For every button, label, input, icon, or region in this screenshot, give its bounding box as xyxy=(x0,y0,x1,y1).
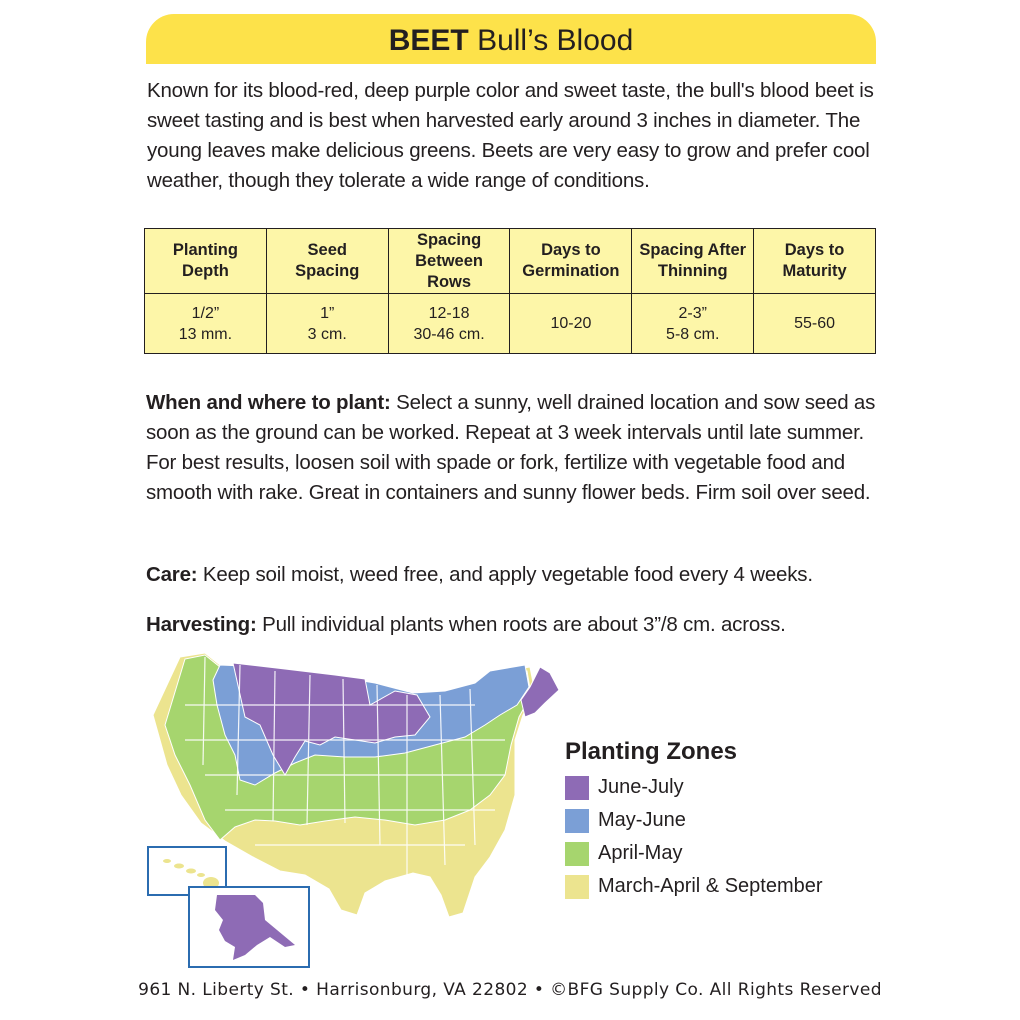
header-seed-spacing: Seed Spacing xyxy=(266,229,388,294)
legend-item-march-april xyxy=(565,870,865,903)
planting-zone-map xyxy=(145,645,565,975)
when-where-section xyxy=(146,388,881,508)
legend-label: May-June xyxy=(598,809,686,831)
product-title-name: Bull’s Blood xyxy=(468,24,634,57)
value-maturity: 55-60 xyxy=(754,294,876,354)
value-seed-spacing: 1” 3 cm. xyxy=(266,294,388,354)
header-thinning: Spacing After Thinning xyxy=(632,229,754,294)
care-text: Keep soil moist, weed free, and apply vegetable food every 4 weeks. xyxy=(197,563,813,586)
specs-header-row xyxy=(145,229,876,294)
us-map-graphic xyxy=(145,645,565,975)
value-row-spacing: 12-18 30-46 cm. xyxy=(388,294,510,354)
product-title-banner xyxy=(146,14,876,64)
legend-label: April-May xyxy=(598,842,683,864)
specs-value-row xyxy=(145,294,876,354)
product-description: Known for its blood-red, deep purple color and sweet taste, the bull's blood beet is sweet tasting and is best when harvested early around 3 inches in diameter. The young leaves make delicious greens. Beets are very easy to grow and prefer cool weather, though they tolerate a wide range of conditions. xyxy=(147,79,874,192)
care-label: Care: xyxy=(146,563,198,586)
harvesting-text: Pull individual plants when roots are about 3”/8 cm. across. xyxy=(256,613,786,636)
harvesting-label: Harvesting: xyxy=(146,613,257,636)
legend-swatch xyxy=(565,809,589,833)
legend-item-april-may xyxy=(565,837,865,870)
product-title-bold: BEET xyxy=(388,24,469,57)
value-germination: 10-20 xyxy=(510,294,632,354)
value-thinning: 2-3” 5-8 cm. xyxy=(632,294,754,354)
footer-address: 961 N. Liberty St. • Harrisonburg, VA 22802 • ©BFG Supply Co. All Rights Reserved xyxy=(138,980,882,1000)
value-planting-depth: 1/2” 13 mm. xyxy=(145,294,267,354)
legend-item-june-july xyxy=(565,771,865,804)
when-where-text: Select a sunny, well drained location and sow seed as soon as the ground can be worked. Repeat at 3 week intervals until late summer. For best results, loosen soil with spade or fork, fertilize with vegetable food and smooth with rake. Great in containers and sunny flower beds. Firm soil over seed. xyxy=(146,391,876,504)
legend-label: March-April & September xyxy=(598,875,823,897)
when-where-label: When and where to plant: xyxy=(146,391,391,414)
header-maturity: Days to Maturity xyxy=(754,229,876,294)
legend-label: June-July xyxy=(598,776,684,798)
planting-specs-table xyxy=(144,228,876,354)
legend-swatch xyxy=(565,875,589,899)
header-row-spacing: Spacing Between Rows xyxy=(388,229,510,294)
legend-title: Planting Zones xyxy=(565,738,738,765)
care-section xyxy=(146,560,881,590)
legend-swatch xyxy=(565,776,589,800)
legend-swatch xyxy=(565,842,589,866)
header-germination: Days to Germination xyxy=(510,229,632,294)
header-planting-depth: Planting Depth xyxy=(145,229,267,294)
planting-zones-legend xyxy=(565,735,865,903)
legend-item-may-june xyxy=(565,804,865,837)
harvesting-section xyxy=(146,610,881,640)
